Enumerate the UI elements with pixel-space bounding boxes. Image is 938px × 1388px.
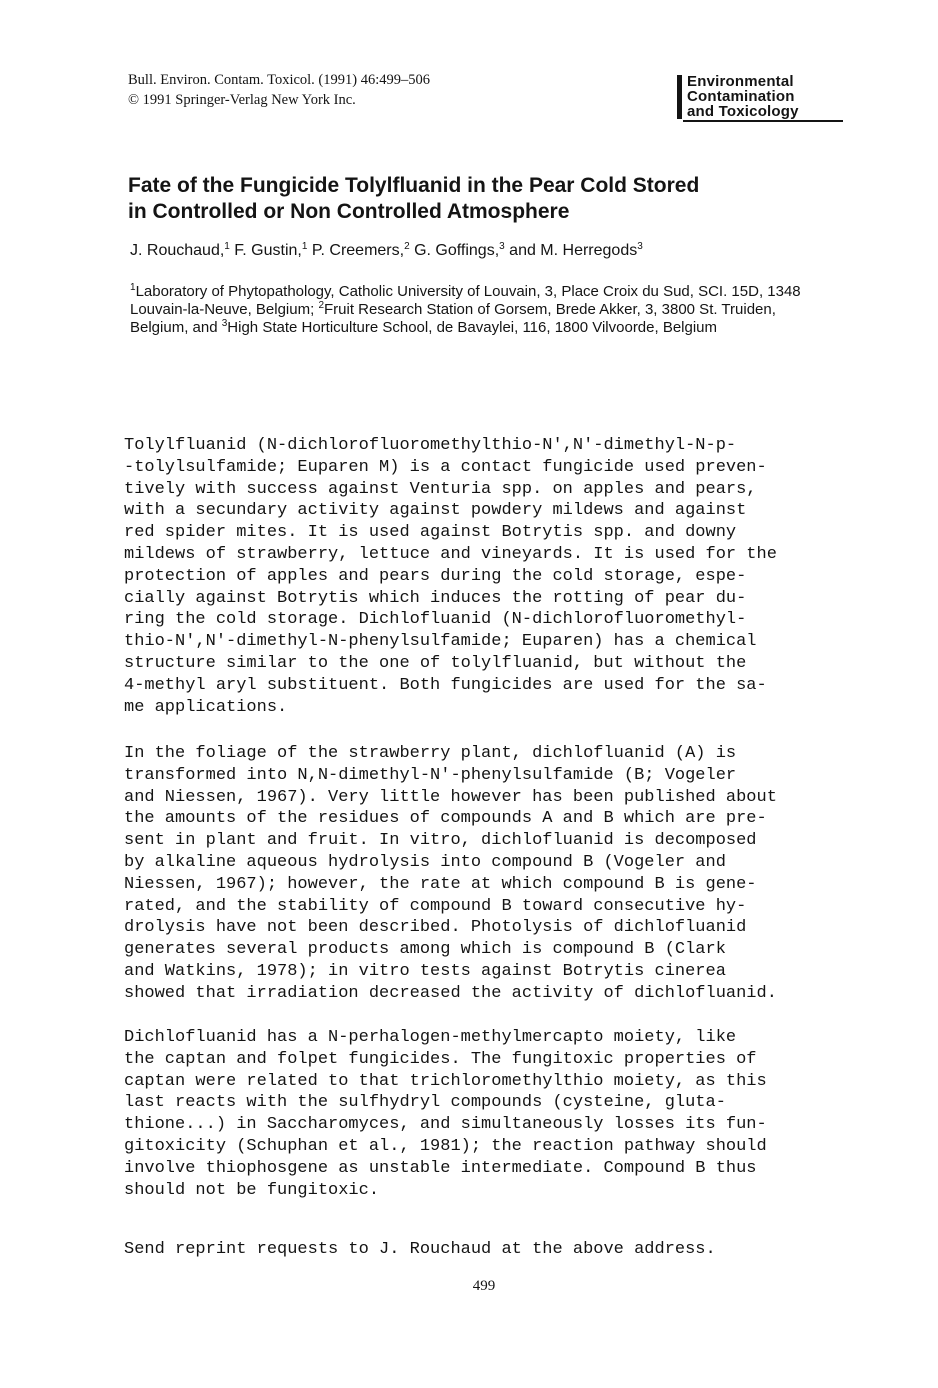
affiliation-2-text: Fruit Research Station of Gorsem, Brede Akker, 3, 3800 St. Truiden, Belgium, and <box>130 301 776 336</box>
author-list <box>130 240 830 262</box>
title-line-2: in Controlled or Non Controlled Atmosphere <box>128 200 570 223</box>
author-1: J. Rouchaud, <box>130 242 225 259</box>
article-title <box>128 173 848 225</box>
author-2: F. Gustin, <box>229 242 302 259</box>
citation-volume-line: Bull. Environ. Contam. Toxicol. (1991) 46:499–506 <box>128 72 430 88</box>
affiliation-1-marker: 1 <box>130 282 136 293</box>
author-2-affiliation: 1 <box>301 241 308 252</box>
page-number: 499 <box>472 1278 496 1294</box>
author-4: G. Goffings, <box>409 242 500 259</box>
body-paragraph-3: Dichlofluanid has a N-perhalogen-methylmercapto moiety, like the captan and folpet fungicides. The fungitoxic properties of captan were related to that trichloromethylthio moiety, as this last reacts with the sulfhydryl compounds (cysteine, gluta- thione...) in Saccharomyces, and simultaneously losses its fun- gitoxicity (Schuphan et al., 1981); the reaction pathway should involve thiophosgene as unstable intermediate. Compound B thus should not be fungitoxic. <box>124 1028 767 1200</box>
logo-underline <box>683 120 843 122</box>
journal-logo <box>677 72 843 122</box>
affiliation-3-text: High State Horticulture School, de Bavaylei, 116, 1800 Vilvoorde, Belgium <box>227 319 718 336</box>
logo-bar <box>677 75 682 119</box>
logo-line-2: Contamination <box>687 88 795 105</box>
author-3-affiliation: 2 <box>404 241 410 252</box>
affiliation-3-marker: 3 <box>221 318 228 329</box>
logo-line-1: Environmental <box>687 73 794 90</box>
author-3: P. Creemers, <box>307 242 405 259</box>
author-5: and M. Herregods <box>504 242 638 259</box>
body-paragraph-1: Tolylfluanid (N-dichlorofluoromethylthio-N',N'-dimethyl-N-p- -tolylsulfamide; Euparen M) is a contact fungicide used preven- tively with success against Venturia spp. on apples and pears, with a secundary activity against powdery mildews and against red spider mites. It is used against Botrytis spp. and downy mildews of strawberry, lettuce and vineyards. It is used for the protection of apples and pears during the cold storage, espe- cially against Botrytis which induces the rotting of pear du- ring the cold storage. Dichlofluanid (N-dichlorofluoromethyl- thio-N',N'-dimethyl-N-phenylsulfamide; Euparen) has a chemical structure similar to the one of tolylfluanid, but without the 4-methyl aryl substituent. Both fungicides are used for the sa- me applications. <box>124 436 777 717</box>
reprint-note: Send reprint requests to J. Rouchaud at the above address. <box>124 1240 716 1259</box>
body-paragraph-2: In the foliage of the strawberry plant, dichlofluanid (A) is transformed into N,N-dimethyl-N'-phenylsulfamide (B; Vogeler and Niessen, 1967). Very little however has been published about the amounts of the residues of compounds A and B which are pre- sent in plant and fruit. In vitro, dichlofluanid is decomposed by alkaline aqueous hydrolysis into compound B (Vogeler and Niessen, 1967); however, the rate at which compound B is gene- rated, and the stability of compound B toward consecutive hy- drolysis have not been described. Photolysis of dichlofluanid generates several products among which is compound B (Clark and Watkins, 1978); in vitro tests against Botrytis cinerea showed that irradiation decreased the activity of dichlofluanid. <box>124 744 777 1003</box>
title-line-1: Fate of the Fungicide Tolylfluanid in the Pear Cold Stored <box>128 174 700 197</box>
affiliation-1-text: Laboratory of Phytopathology, Catholic University of Louvain, 3, Place Croix du Sud, SCI. 15D, 1348 Louvain-la-Neuve, Belgium; <box>130 283 801 318</box>
affiliations <box>130 283 825 337</box>
author-1-affiliation: 1 <box>224 241 230 252</box>
author-5-affiliation: 3 <box>637 241 643 252</box>
author-4-affiliation: 3 <box>499 241 505 252</box>
journal-citation <box>128 70 598 110</box>
affiliation-2-marker: 2 <box>318 300 324 311</box>
copyright-line: © 1991 Springer-Verlag New York Inc. <box>128 92 356 108</box>
logo-line-3: and Toxicology <box>687 103 799 120</box>
